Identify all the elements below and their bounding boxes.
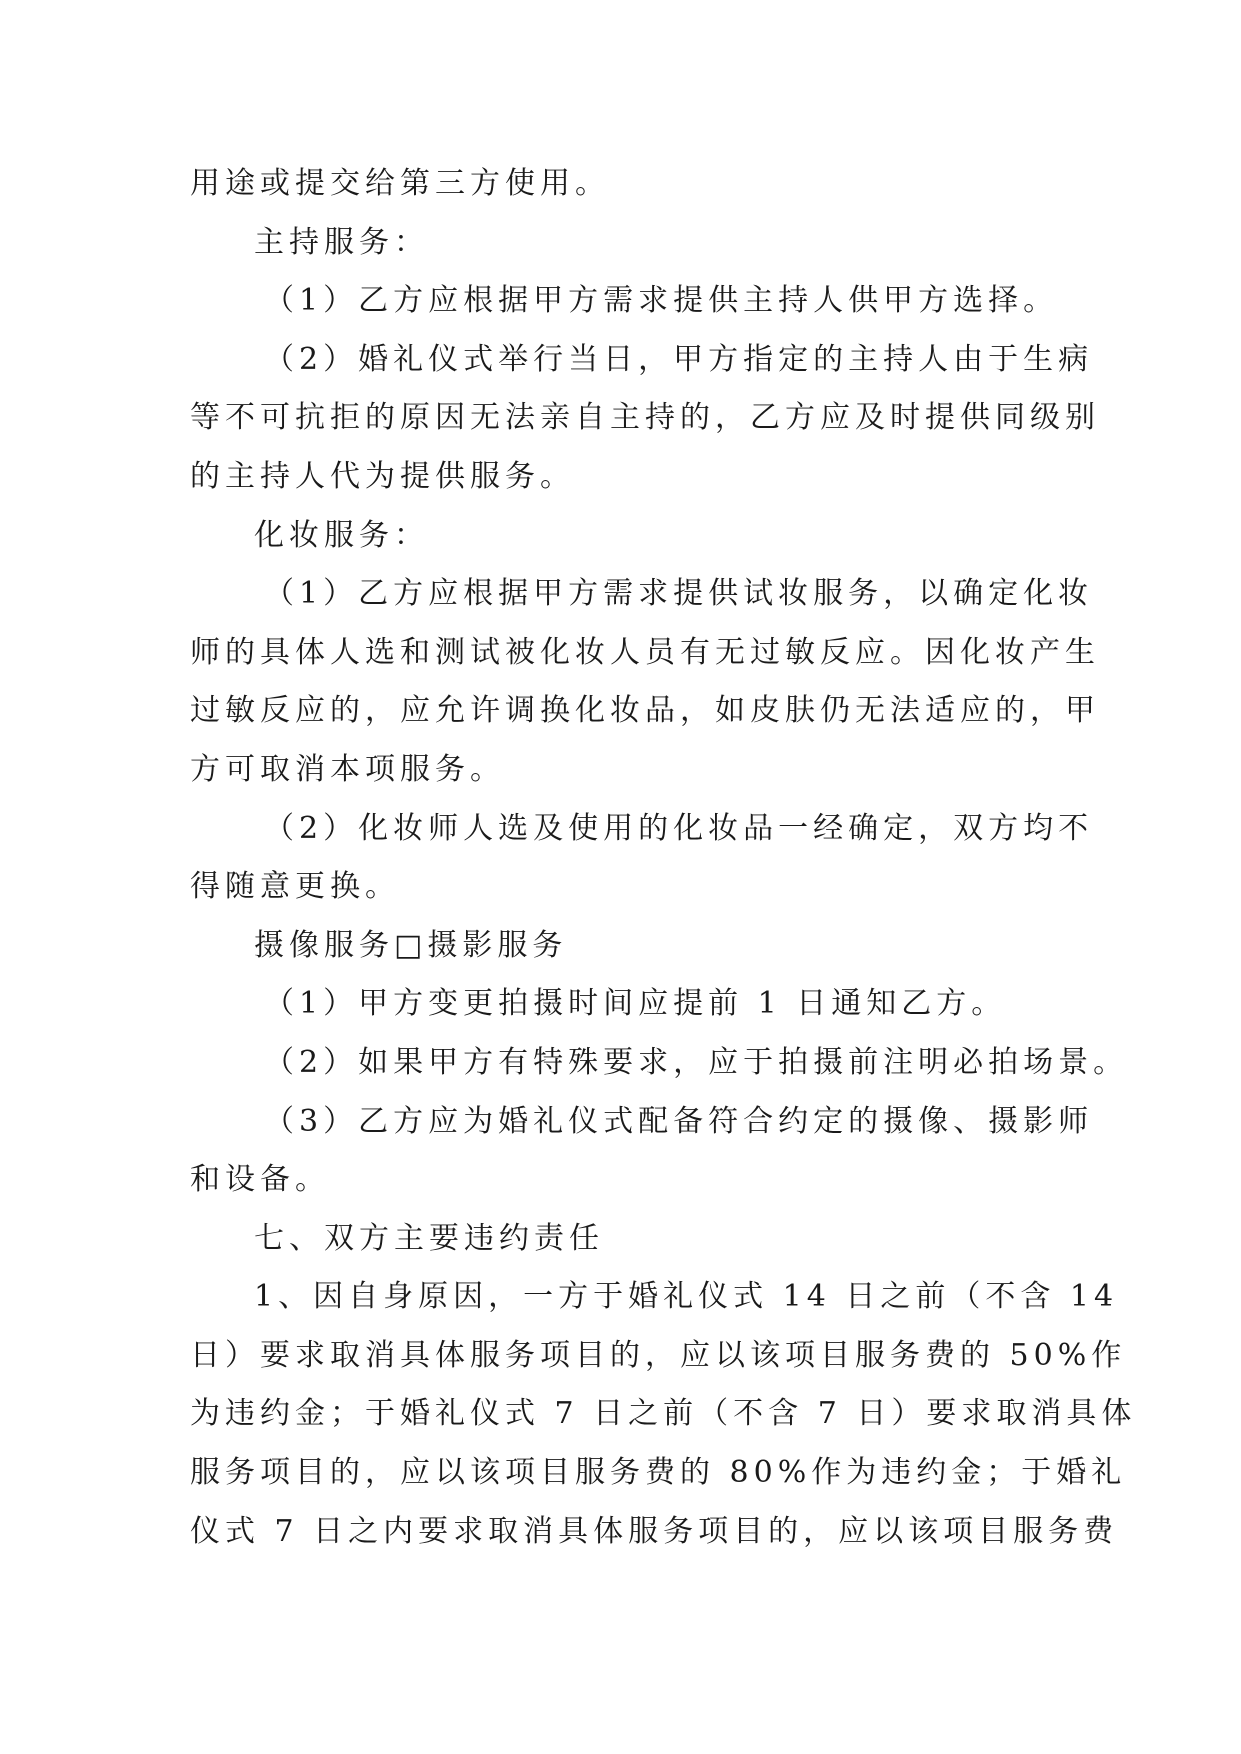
text-line: 1、因自身原因，一方于婚礼仪式 14 日之前（不含 14 <box>254 1279 1119 1315</box>
document-body <box>190 155 1137 1561</box>
section-heading-video-photo-service: 摄像服务□摄影服务 <box>254 927 568 963</box>
text-line: 师的具体人选和测试被化妆人员有无过敏反应。因化妆产生 <box>190 634 1100 670</box>
text-line: 日）要求取消具体服务项目的，应以该项目服务费的 50%作 <box>190 1337 1127 1373</box>
section-heading-breach-liability: 七、双方主要违约责任 <box>254 1220 604 1256</box>
text-line: 服务项目的，应以该项目服务费的 80%作为违约金；于婚礼 <box>190 1455 1127 1491</box>
text-line: 等不可抗拒的原因无法亲自主持的，乙方应及时提供同级别 <box>190 400 1100 436</box>
text-line: （3）乙方应为婚礼仪式配备符合约定的摄像、摄影师 <box>264 1103 1094 1139</box>
text-line: （2）婚礼仪式举行当日，甲方指定的主持人由于生病 <box>264 341 1094 377</box>
text-line: （1）乙方应根据甲方需求提供主持人供甲方选择。 <box>264 283 1059 319</box>
text-line: 过敏反应的，应允许调换化妆品，如皮肤仍无法适应的，甲 <box>190 693 1100 729</box>
section-heading-makeup-service: 化妆服务： <box>254 517 429 553</box>
text-line: （2）如果甲方有特殊要求，应于拍摄前注明必拍场景。 <box>264 1044 1129 1080</box>
text-line: 方可取消本项服务。 <box>190 751 505 787</box>
section-heading-host-service: 主持服务： <box>254 224 429 260</box>
text-line: （1）甲方变更拍摄时间应提前 1 日通知乙方。 <box>264 986 1007 1022</box>
text-line: 的主持人代为提供服务。 <box>190 458 575 494</box>
text-line: 得随意更换。 <box>190 869 400 905</box>
text-line: 和设备。 <box>190 1162 330 1198</box>
text-line: 用途或提交给第三方使用。 <box>190 166 610 201</box>
text-line: （2）化妆师人选及使用的化妆品一经确定，双方均不 <box>264 810 1094 846</box>
text-line: 为违约金；于婚礼仪式 7 日之前（不含 7 日）要求取消具体 <box>190 1396 1137 1432</box>
text-line: （1）乙方应根据甲方需求提供试妆服务，以确定化妆 <box>264 576 1094 612</box>
text-line: 仪式 7 日之内要求取消具体服务项目的，应以该项目服务费 <box>190 1513 1119 1549</box>
